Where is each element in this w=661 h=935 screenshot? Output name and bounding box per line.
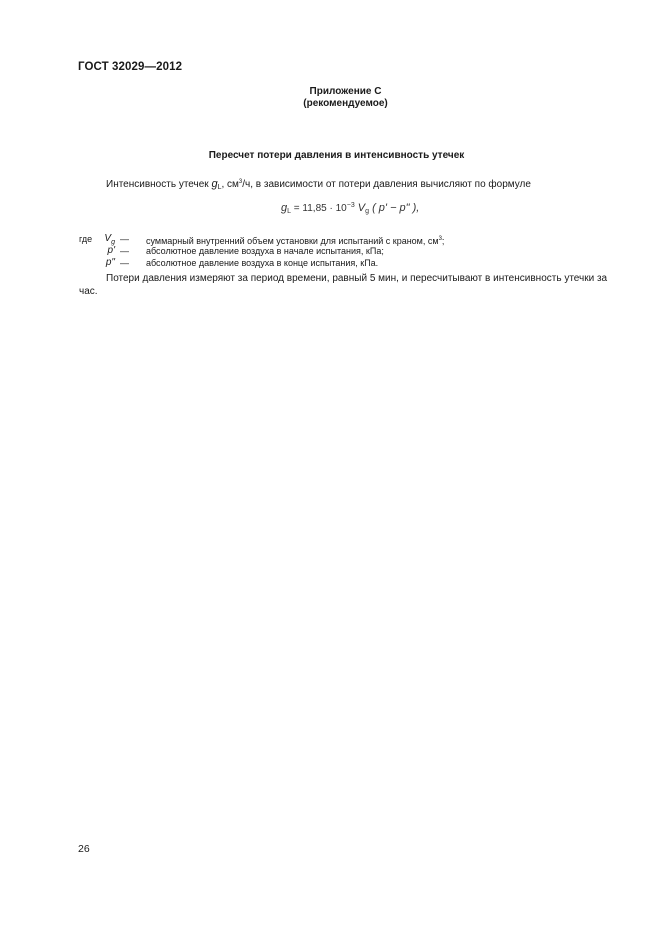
measurement-paragraph: Потери давления измеряют за период времени, равный 5 мин, и пересчитывают в интенсивность утечки за час. (79, 273, 608, 297)
leak-rate-formula: $g_L = 11,85 \cdot 10^{-3}$ $V_g$ ( p' − p" ), (281, 202, 420, 215)
definition-symbol: $V_g$ (104, 233, 115, 246)
definition-symbol: p" (105, 257, 115, 268)
where-label: где (79, 234, 93, 244)
page-number: 26 (78, 843, 90, 855)
definition-text: суммарный внутренний объем установки для испытаний с краном, $см^3$; (146, 236, 445, 246)
appendix-title: Приложение С (309, 86, 382, 97)
definition-symbol: p' (107, 245, 115, 256)
intro-variable: $g_L$ (211, 178, 222, 191)
intro-paragraph: Интенсивность утечек $g_L$, $см^3/ч$, в зависимости от потери давления вычисляют по формуле (106, 178, 531, 191)
document-page: ГОСТ 32029—2012 Приложение С (рекомендуемое) Пересчет потери давления в интенсивность утечек Интенсивность утечек $g_L$, $см^3/ч$, в зависимости от потери давления вычисляют по формуле $g_L = 11,85 \cdot 10^{-3}$ $V_g$ ( p' − p" ), где $V_g$ — суммарный внутренний объем установки для испытаний с краном, $см^3$; p' — абсолютное давление воздуха в начале испытания, кПа; p" — абсолютное давление воздуха в конце испытания, кПа. Потери давления измеряют за период времени, равный 5 мин, и пересчитывают в интенсивность утечки за час. 26 (0, 0, 661, 935)
definition-text: абсолютное давление воздуха в начале испытания, кПа; (146, 246, 384, 256)
appendix-subtitle: (рекомендуемое) (303, 98, 388, 109)
definition-text: абсолютное давление воздуха в конце испытания, кПа. (146, 258, 379, 268)
section-title: Пересчет потери давления в интенсивность утечек (208, 150, 465, 161)
standard-header: ГОСТ 32029—2012 (78, 61, 183, 73)
intro-text-start: Интенсивность утечек (106, 179, 212, 190)
